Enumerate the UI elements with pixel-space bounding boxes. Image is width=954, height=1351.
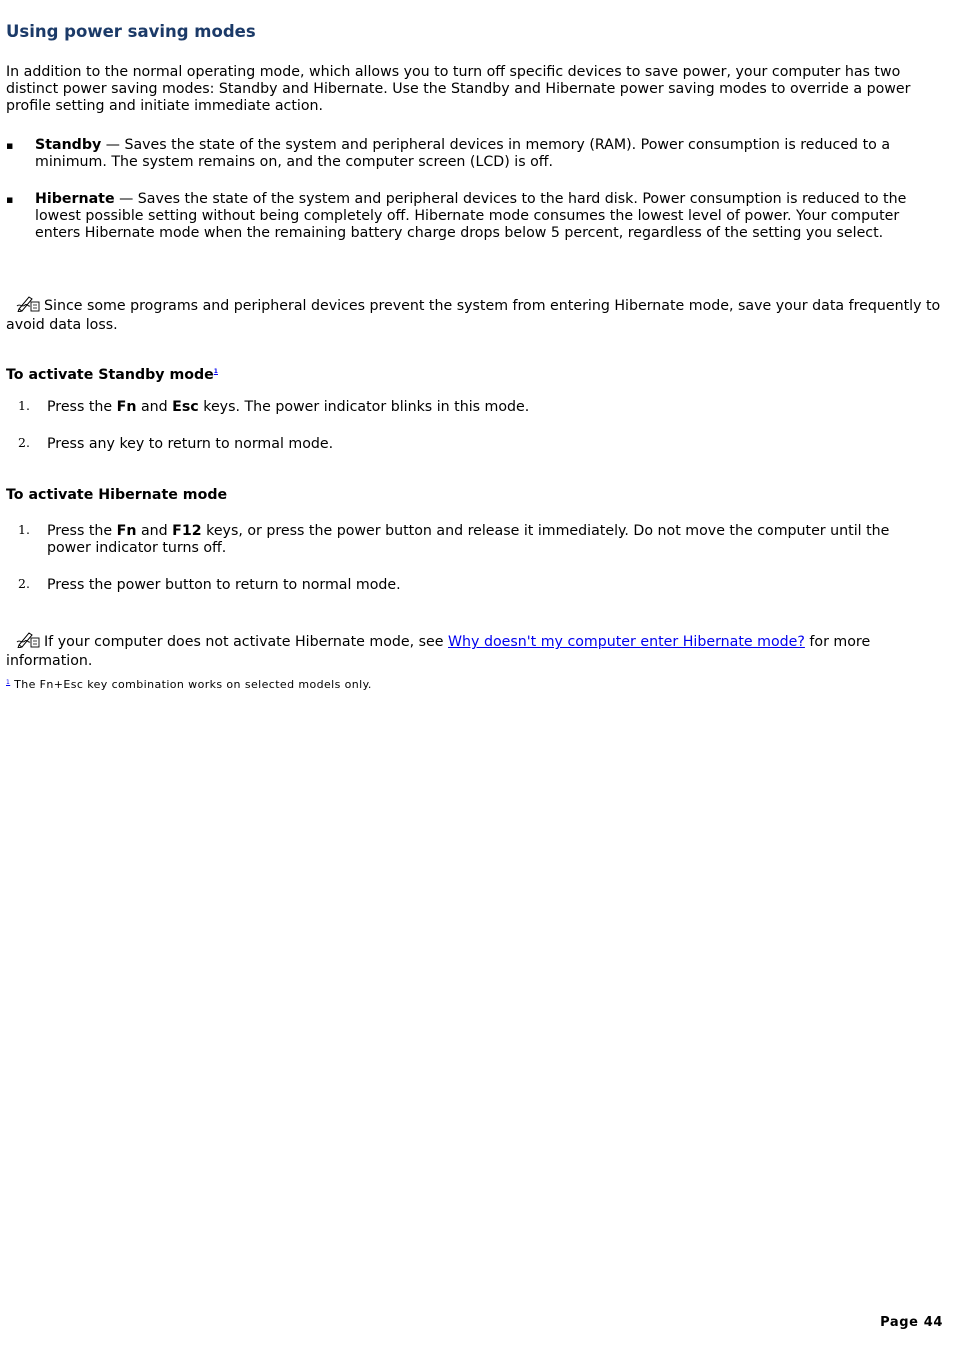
list-item-standby (6, 137, 926, 171)
hibernate-step-1: 1. Press the Fn and F12 keys, or press the power button and release it immediately. Do not move the computer until the power indicator turns off. (18, 522, 890, 556)
heading-standby: To activate Standby mode$^1$ (6, 367, 218, 383)
bullet-mark: ▪ (6, 139, 14, 152)
list-item-hibernate (6, 191, 926, 242)
footnote-marker-link[interactable]: 1 (6, 679, 11, 686)
footnote (6, 674, 372, 693)
page-title: Using power saving modes (6, 22, 256, 41)
bullet-mark: ▪ (6, 193, 14, 206)
hibernate-description: — Saves the state of the system and peripheral devices to the hard disk. Power consumption is reduced to the lowest possible setting without being completely off. Hibernate mode consumes the lowest level of power. Your computer enters Hibernate mode when the remaining battery charge drops below 5 percent, regardless of the setting you select. (35, 191, 907, 241)
term-hibernate: Hibernate (35, 191, 115, 207)
note-text: Since some programs and peripheral devices prevent the system from entering Hibernate mode, save your data frequently to avoid data loss. (6, 298, 941, 333)
hibernate-help-link[interactable]: Why doesn't my computer enter Hibernate mode? (448, 634, 805, 650)
term-standby: Standby (35, 137, 102, 153)
step-number: 1. (18, 522, 30, 537)
footnote-ref-link[interactable]: 1 (213, 368, 218, 375)
key-f12: F12 (172, 523, 202, 539)
standby-step-2: 2. Press any key to return to normal mode. (18, 435, 334, 452)
note-data-loss (6, 294, 946, 334)
key-fn: Fn (116, 523, 137, 539)
heading-hibernate: To activate Hibernate mode (6, 487, 228, 503)
standby-description: — Saves the state of the system and peripheral devices in memory (RAM). Power consumption is reduced to a minimum. The system remains on, and the computer screen (LCD) is off. (35, 137, 891, 170)
step-number: 2. (18, 435, 30, 450)
step-number: 1. (18, 398, 30, 413)
page-number: Page 44 (880, 1315, 943, 1330)
hibernate-step-2: 2. Press the power button to return to normal mode. (18, 576, 401, 593)
key-esc: Esc (172, 399, 199, 415)
note-pen-icon (16, 630, 40, 653)
footnote-text: The Fn+Esc key combination works on selected models only. (14, 678, 372, 691)
intro-paragraph: In addition to the normal operating mode, which allows you to turn off specific devices to save power, your computer has two distinct power saving modes: Standby and Hibernate. Use the Standby and Hibernate power saving modes to override a power profile setting and initiate immediate action. (6, 64, 911, 114)
note-pen-icon (16, 294, 40, 317)
note-hibernate-help: If your computer does not activate Hibernate mode, see Why doesn't my computer enter Hibernate mode? for more information. (6, 630, 946, 670)
key-fn: Fn (116, 399, 137, 415)
step-number: 2. (18, 576, 30, 591)
standby-step-1: 1. Press the Fn and Esc keys. The power indicator blinks in this mode. (18, 398, 530, 415)
